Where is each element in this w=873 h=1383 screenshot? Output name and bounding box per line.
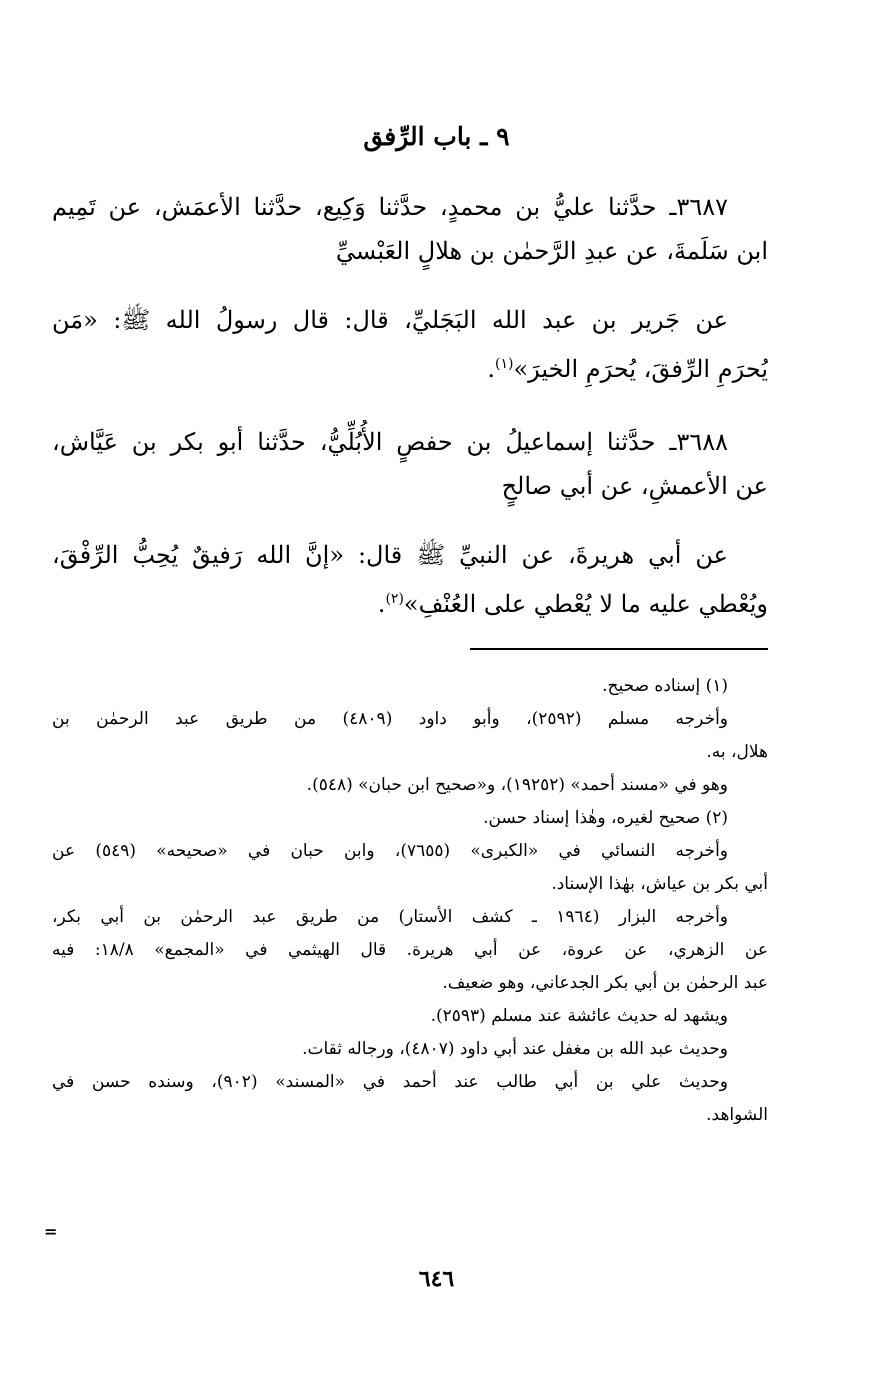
- footnote-1-line-4: وهو في «مسند أحمد» (١٩٢٥٢)، و«صحيح ابن حبان» (٥٤٨).: [306, 775, 728, 795]
- hadith-3687-isnad: [52, 185, 768, 273]
- hadith-3688-matn-line-1: عن أبي هريرةَ، عن النبيِّ ﷺ قال: «إنَّ الله رَفيقٌ يُحِبُّ الرِّفْقَ،: [52, 541, 728, 569]
- hadith-3687-isnad-line-2: ابن سَلَمةَ، عن عبدِ الرَّحمٰن بن هلالٍ العَبْسيِّ: [335, 237, 768, 265]
- footnote-1-line-3: هلال، به.: [706, 742, 768, 762]
- hadith-3688-matn-end: .: [377, 590, 386, 618]
- footnotes: [52, 670, 768, 1132]
- footnote-2-line-6: عبد الرحمٰن بن أبي بكر الجدعاني، وهو ضعيف.: [442, 973, 768, 993]
- footnote-ref-2: (٢): [385, 591, 404, 607]
- footnote-2-line-2: وأخرجه النسائي في «الكبرى» (٧٦٥٥)، وابن حبان في «صحيحه» (٥٤٩) عن: [52, 841, 728, 861]
- footnote-2-line-1: (٢) صحيح لغيره، وهٰذا إسناد حسن.: [483, 808, 728, 828]
- hadith-3687-isnad-line-1: ٣٦٨٧ـ حدَّثنا عليُّ بن محمدٍ، حدَّثنا وَكِيع، حدَّثنا الأعمَش، عن تَمِيم: [52, 193, 729, 221]
- page-number: ٦٤٦: [418, 1266, 455, 1292]
- footnote-2-line-10: الشواهد.: [706, 1105, 768, 1125]
- footnote-2-line-8: وحديث عبد الله بن مغفل عند أبي داود (٤٨٠٧)، ورجاله ثقات.: [302, 1039, 728, 1059]
- hadith-3688-isnad-line-1: ٣٦٨٨ـ حدَّثنا إسماعيلُ بن حفصٍ الأُبُلِّيُّ، حدَّثنا أبو بكر بن عَيَّاش،: [52, 428, 728, 456]
- hadith-3688-matn-text: ويُعْطي عليه ما لا يُعْطي على العُنْفِ»: [403, 590, 768, 618]
- chapter-title: ٩ ـ باب الرِّفق: [363, 122, 510, 151]
- footnote-1-line-1: (١) إسناده صحيح.: [602, 676, 728, 696]
- continuation-mark: =: [44, 1222, 58, 1241]
- footnote-ref-1: (١): [495, 356, 514, 372]
- hadith-3688-matn: [52, 533, 768, 626]
- hadith-3687-matn-line-1: عن جَرير بن عبد الله البَجَليِّ، قال: قال رسولُ الله ﷺ: «مَن: [52, 306, 728, 334]
- footnote-2-line-3: أبي بكر بن عياش، بهٰذا الإسناد.: [551, 874, 768, 894]
- footnote-1-line-2: وأخرجه مسلم (٢٥٩٢)، وأبو داود (٤٨٠٩) من طريق عبد الرحمٰن بن: [52, 709, 729, 729]
- hadith-3687-matn: [52, 298, 768, 391]
- footnote-2-line-5: عن الزهري، عن عروة، عن أبي هريرة. قال الهيثمي في «المجمع» ١٨/٨: فيه: [52, 940, 768, 960]
- hadith-3688-isnad-line-2: عن الأعمشِ، عن أبي صالحٍ: [501, 472, 768, 500]
- hadith-3687-matn-text: يُحرَمِ الرِّفقَ، يُحرَمِ الخيرَ»: [513, 355, 768, 383]
- hadith-3688-matn-line-2: [52, 577, 768, 626]
- footnote-2-line-7: ويشهد له حديث عائشة عند مسلم (٢٥٩٣).: [430, 1006, 728, 1026]
- footnote-2-line-4: وأخرجه البزار (١٩٦٤ ـ كشف الأستار) من طريق عبد الرحمٰن بن أبي بكر،: [52, 907, 728, 927]
- hadith-3688-isnad: [52, 420, 768, 508]
- footnote-2-line-9: وحديث علي بن أبي طالب عند أحمد في «المسند» (٩٠٢)، وسنده حسن في: [52, 1072, 728, 1092]
- hadith-3687-matn-end: .: [487, 355, 495, 383]
- hadith-3687-matn-line-2: [52, 342, 768, 391]
- footnote-separator: [470, 648, 768, 650]
